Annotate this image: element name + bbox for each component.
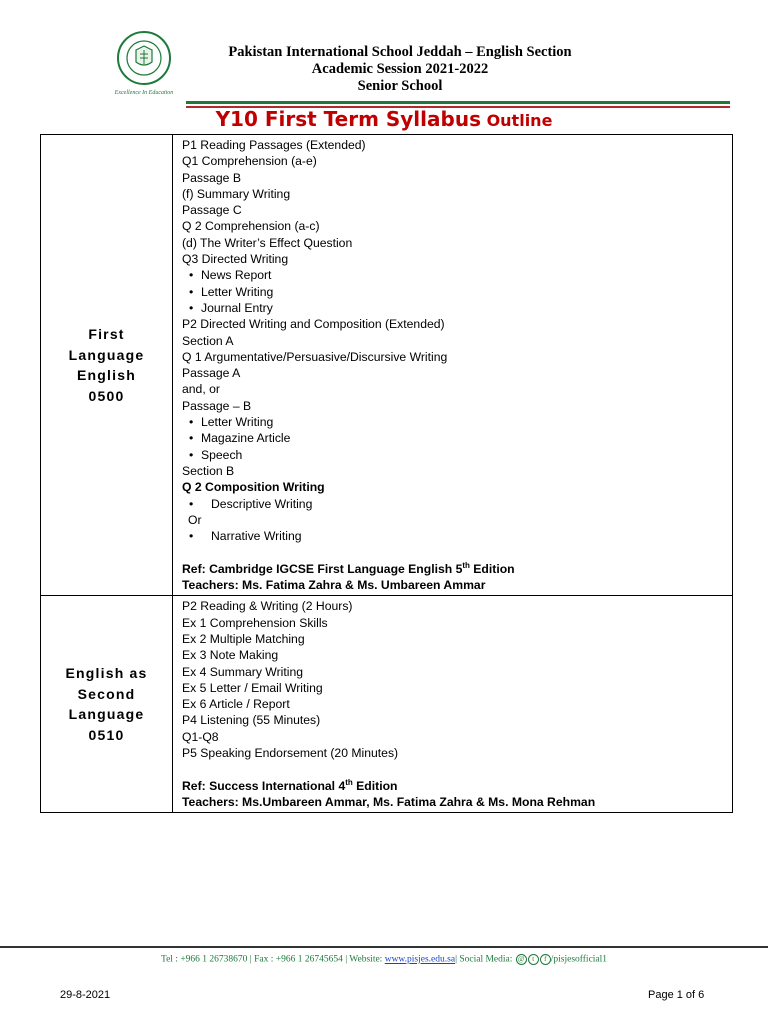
twitter-icon[interactable]: t xyxy=(528,954,539,965)
subject-name-line: Second xyxy=(77,685,136,702)
syllabus-line xyxy=(182,696,732,712)
syllabus-line xyxy=(182,631,732,647)
syllabus-line xyxy=(182,647,732,663)
syllabus-line xyxy=(182,186,732,202)
social-handle: /pisjesofficial1 xyxy=(550,954,608,965)
syllabus-line xyxy=(182,300,732,316)
title-main: Y10 First Term Syllabus xyxy=(215,107,481,131)
syllabus-line-text: Descriptive Writing xyxy=(211,496,313,511)
syllabus-line xyxy=(182,137,732,153)
social-label: | Social Media: xyxy=(455,954,515,965)
syllabus-line-text: P5 Speaking Endorsement (20 Minutes) xyxy=(182,745,399,760)
syllabus-line-text: (f) Summary Writing xyxy=(182,186,291,201)
subject-name-line: Language xyxy=(68,706,145,723)
footer-contact xyxy=(0,954,768,965)
syllabus-line xyxy=(182,349,732,365)
syllabus-line-text: Q 1 Argumentative/Persuasive/Discursive Writing xyxy=(182,349,448,364)
logo-motto: Excellence In Education xyxy=(114,90,174,96)
document-date: 29-8-2021 xyxy=(60,989,111,1001)
syllabus-line xyxy=(182,414,732,430)
syllabus-line xyxy=(182,235,732,251)
syllabus-line xyxy=(182,615,732,631)
syllabus-line xyxy=(182,398,732,414)
subject-cell xyxy=(41,596,173,813)
syllabus-line-text: Q1-Q8 xyxy=(182,729,219,744)
syllabus-line xyxy=(182,528,732,544)
subject-name-line: English xyxy=(77,367,136,384)
bullet-icon: • xyxy=(189,529,194,544)
reference-superscript: th xyxy=(462,560,470,570)
title-suffix: Outline xyxy=(486,111,553,130)
syllabus-line-text: Passage B xyxy=(182,170,241,185)
syllabus-line xyxy=(182,664,732,680)
instagram-icon[interactable]: @ xyxy=(516,954,527,965)
subject-cell xyxy=(41,135,173,596)
teachers-line: Teachers: Ms.Umbareen Ammar, Ms. Fatima Zahra & Ms. Mona Rehman xyxy=(182,794,596,809)
subject-name-line: Language xyxy=(68,346,145,363)
footer-rule xyxy=(0,946,768,948)
syllabus-line xyxy=(182,284,732,300)
syllabus-line xyxy=(182,598,732,614)
syllabus-line xyxy=(182,365,732,381)
syllabus-line-text: Or xyxy=(188,512,202,527)
syllabus-line xyxy=(182,218,732,234)
syllabus-line-text: Section B xyxy=(182,463,235,478)
syllabus-line xyxy=(182,512,732,528)
syllabus-line xyxy=(182,267,732,283)
syllabus-line-text: Passage C xyxy=(182,203,242,218)
syllabus-line xyxy=(182,680,732,696)
spacer xyxy=(182,544,732,560)
bullet-icon: • xyxy=(189,415,194,430)
syllabus-line-text: Section A xyxy=(182,333,234,348)
content-cell xyxy=(173,596,733,813)
syllabus-line-text: Magazine Article xyxy=(201,431,291,446)
bullet-icon: • xyxy=(189,431,194,446)
reference-line xyxy=(182,778,732,794)
syllabus-line-text: Narrative Writing xyxy=(211,529,302,544)
syllabus-line-text: Journal Entry xyxy=(201,300,273,315)
subject-name-line: First xyxy=(88,326,125,343)
syllabus-line xyxy=(182,316,732,332)
syllabus-line-text: Ex 3 Note Making xyxy=(182,648,279,663)
subject-name-line: 0500 xyxy=(88,387,125,404)
syllabus-line-text: Ex 1 Comprehension Skills xyxy=(182,615,328,630)
syllabus-line xyxy=(182,430,732,446)
syllabus-line xyxy=(182,447,732,463)
syllabus-line-text: P2 Directed Writing and Composition (Extended) xyxy=(182,317,445,332)
teachers-line: Teachers: Ms. Fatima Zahra & Ms. Umbareen Ammar xyxy=(182,578,486,593)
syllabus-line-text: Letter Writing xyxy=(201,284,274,299)
syllabus-line-text: Passage – B xyxy=(182,398,252,413)
syllabus-line-text: P2 Reading & Writing (2 Hours) xyxy=(182,599,353,614)
syllabus-line-text: P1 Reading Passages (Extended) xyxy=(182,138,366,152)
syllabus-line-text: Q 2 Composition Writing xyxy=(182,480,325,495)
reference-line xyxy=(182,561,732,577)
reference-text: Ref: Success International 4 xyxy=(182,778,346,793)
bullet-icon: • xyxy=(189,300,194,315)
syllabus-line xyxy=(182,333,732,349)
syllabus-line-text: and, or xyxy=(182,382,220,397)
school-name: Pakistan International School Jeddah – English Section xyxy=(228,44,572,60)
syllabus-table xyxy=(40,134,733,813)
reference-edition: Edition xyxy=(352,778,398,793)
syllabus-line xyxy=(182,153,732,169)
syllabus-line xyxy=(182,479,732,495)
reference-text: Ref: Cambridge IGCSE First Language English 5 xyxy=(182,561,463,576)
syllabus-line xyxy=(182,712,732,728)
syllabus-line-text: (d) The Writer’s Effect Question xyxy=(182,235,353,250)
syllabus-line-text: Ex 4 Summary Writing xyxy=(182,664,303,679)
syllabus-line xyxy=(182,745,732,761)
syllabus-line-text: Letter Writing xyxy=(201,415,274,430)
syllabus-line-text: Ex 2 Multiple Matching xyxy=(182,631,305,646)
syllabus-line xyxy=(182,463,732,479)
content-cell xyxy=(173,135,733,596)
syllabus-line-text: Q1 Comprehension (a-e) xyxy=(182,154,317,169)
page-number: Page 1 of 6 xyxy=(648,989,705,1001)
syllabus-line-text: Ex 6 Article / Report xyxy=(182,697,290,712)
letterhead xyxy=(200,44,600,95)
syllabus-line-text: Q3 Directed Writing xyxy=(182,252,289,267)
syllabus-line xyxy=(182,202,732,218)
syllabus-row xyxy=(41,135,733,596)
spacer xyxy=(182,761,732,777)
academic-session: Academic Session 2021-2022 xyxy=(311,61,489,77)
reference-superscript: th xyxy=(345,777,353,787)
bullet-icon: • xyxy=(189,447,194,462)
facebook-icon[interactable]: f xyxy=(540,954,551,965)
syllabus-line-text: Speech xyxy=(201,447,243,462)
syllabus-row xyxy=(41,596,733,813)
syllabus-line xyxy=(182,170,732,186)
syllabus-line xyxy=(182,496,732,512)
bullet-icon: • xyxy=(189,284,194,299)
school-section: Senior School xyxy=(357,78,443,94)
syllabus-line xyxy=(182,729,732,745)
syllabus-line xyxy=(182,381,732,397)
syllabus-line-text: Q 2 Comprehension (a-c) xyxy=(182,219,320,234)
website-link[interactable]: www.pisjes.edu.sa xyxy=(384,954,456,965)
subject-name-line: English as xyxy=(65,665,148,682)
bullet-icon: • xyxy=(189,268,194,283)
school-logo xyxy=(102,30,196,96)
reference-edition: Edition xyxy=(469,561,515,576)
header-rule-green xyxy=(186,101,730,104)
syllabus-line-text: Ex 5 Letter / Email Writing xyxy=(182,680,323,695)
subject-name-line: 0510 xyxy=(88,726,125,743)
page-title xyxy=(0,107,768,131)
syllabus-line-text: News Report xyxy=(201,268,272,283)
syllabus-line xyxy=(182,251,732,267)
syllabus-line-text: P4 Listening (55 Minutes) xyxy=(182,713,321,728)
bullet-icon: • xyxy=(189,496,194,511)
contact-info: Tel : +966 1 26738670 | Fax : +966 1 26745654 | Website: xyxy=(160,954,385,965)
syllabus-line-text: Passage A xyxy=(182,366,241,381)
